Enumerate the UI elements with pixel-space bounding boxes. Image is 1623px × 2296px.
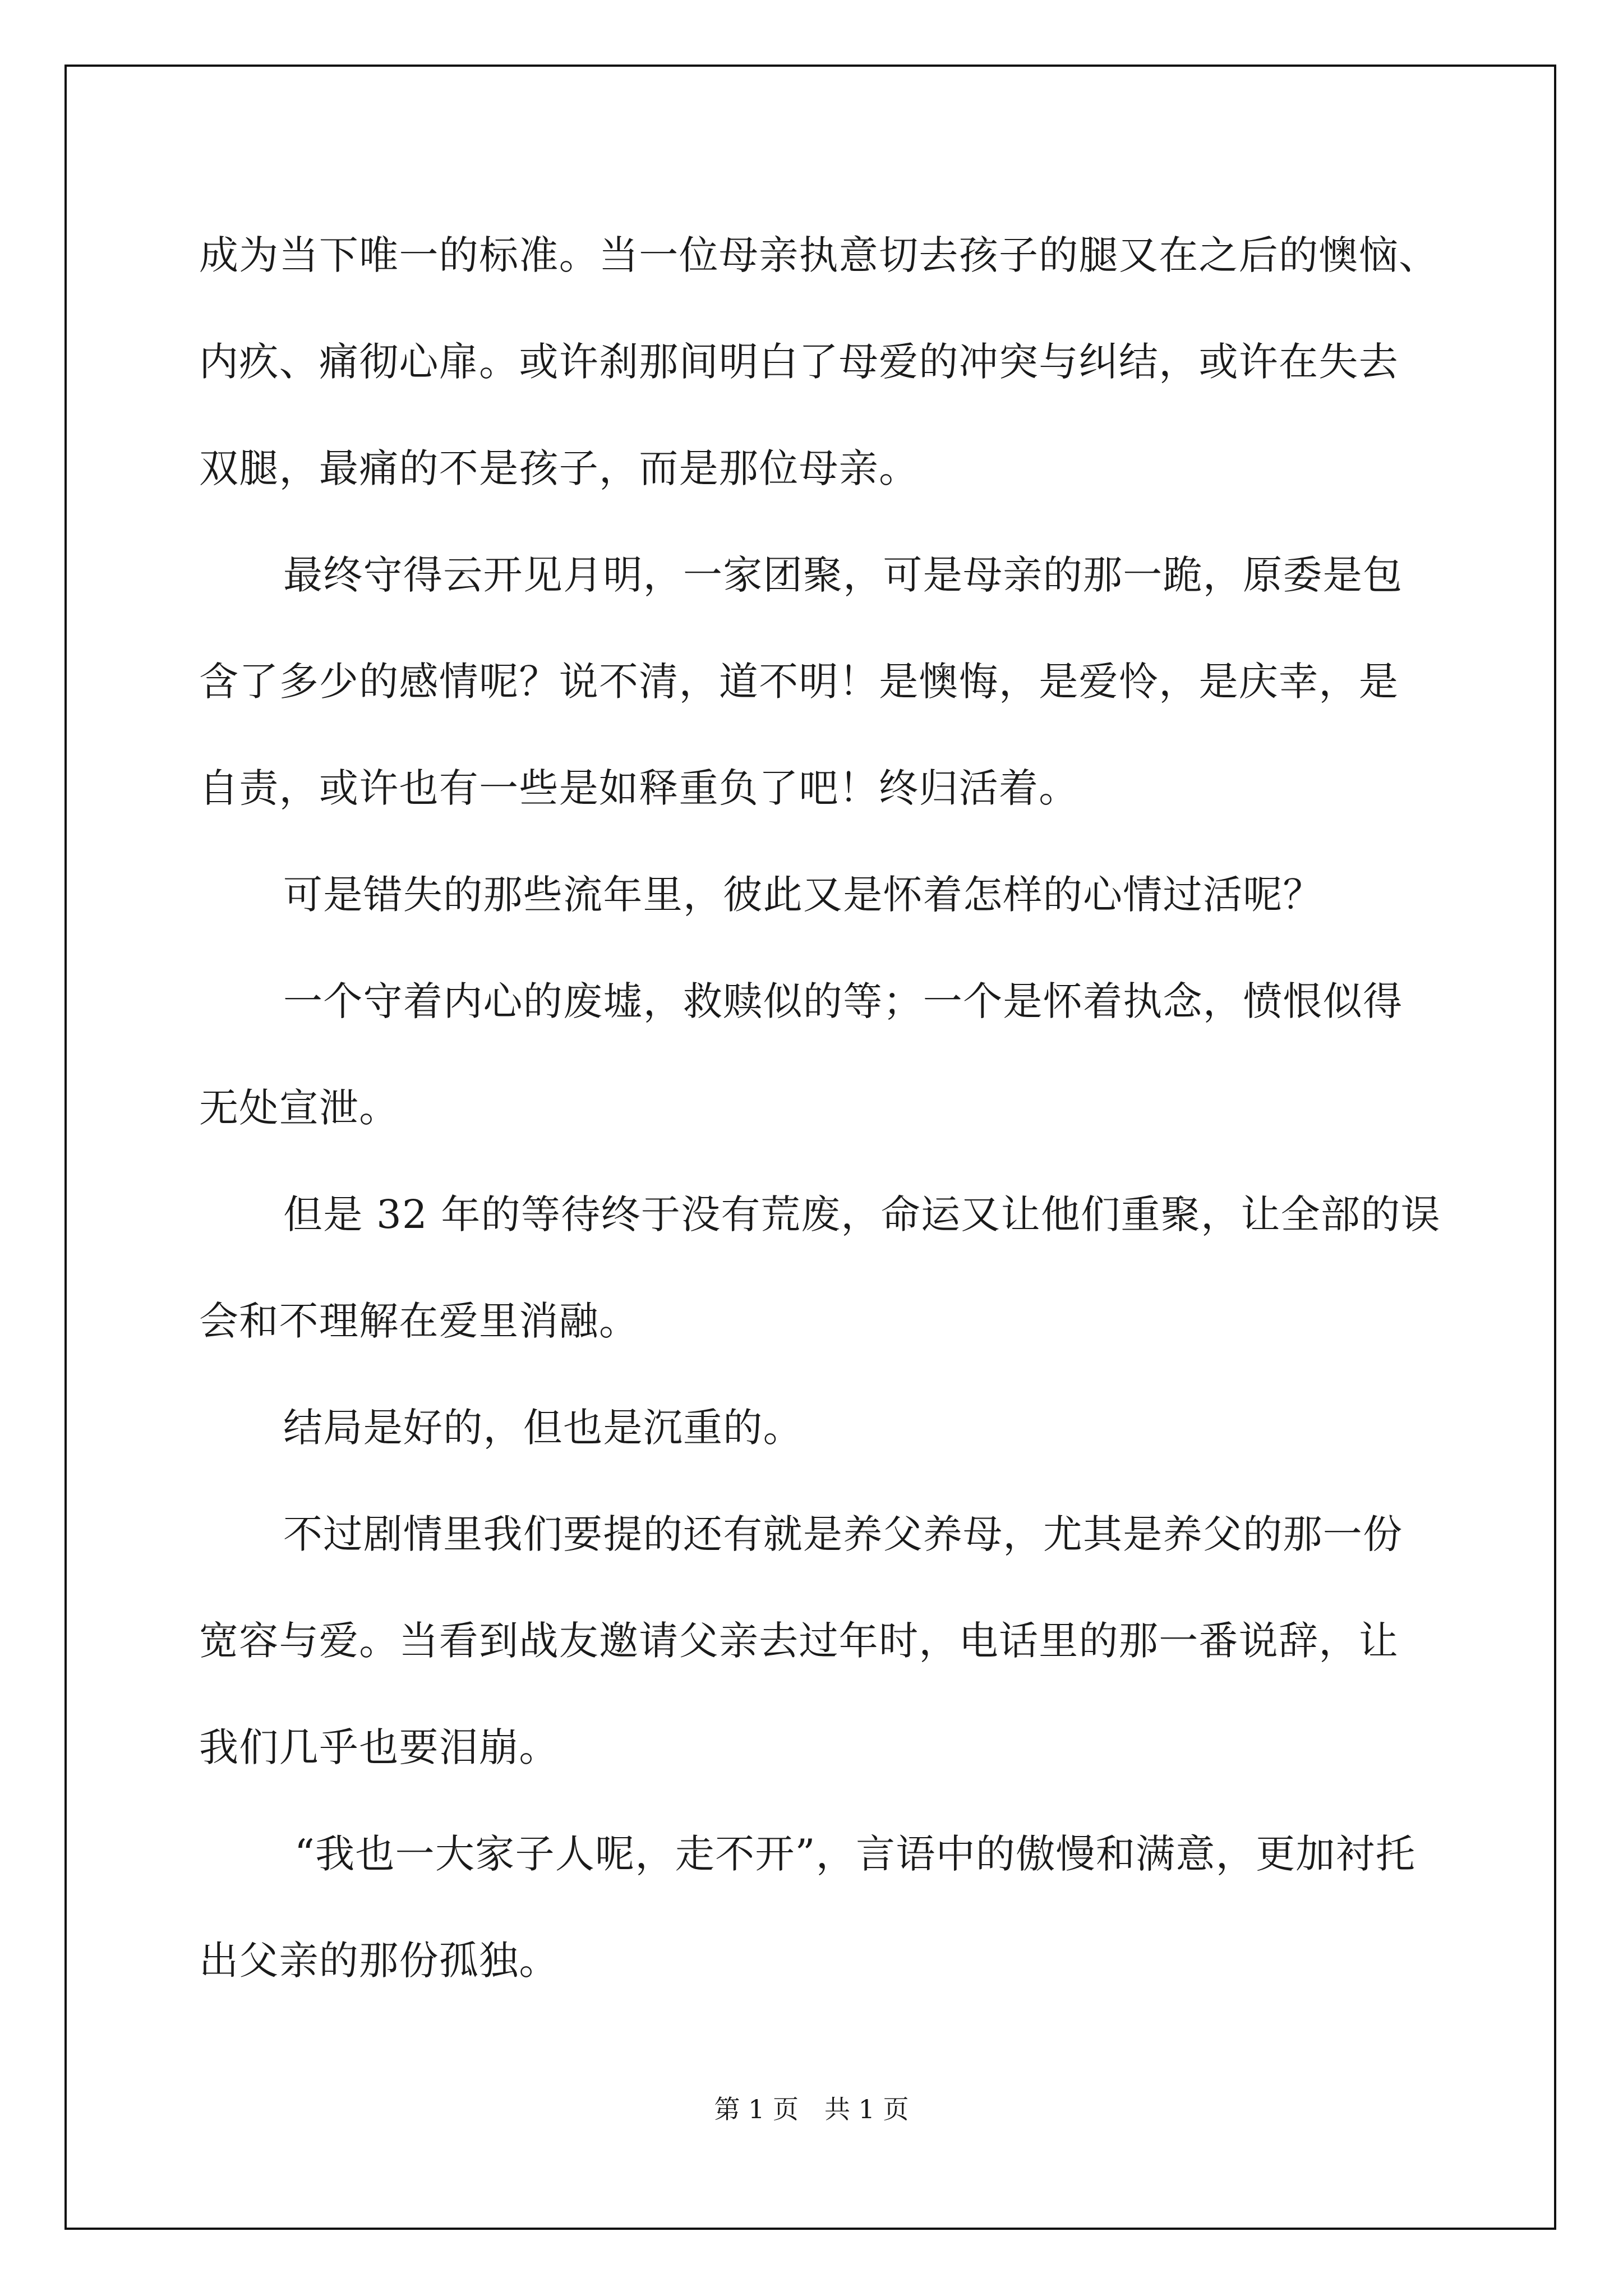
body-line: 自责，或许也有一些是如释重负了吧！终归活着。: [199, 765, 1079, 811]
body-line: 含了多少的感情呢？说不清，道不明！是懊悔，是爱怜，是庆幸，是: [199, 659, 1399, 705]
body-line: 出父亲的那份孤独。: [199, 1938, 559, 1984]
body-line: 双腿，最痛的不是孩子，而是那位母亲。: [199, 445, 919, 491]
body-line: 不过剧情里我们要提的还有就是养父养母，尤其是养父的那一份: [283, 1511, 1403, 1557]
body-line: 可是错失的那些流年里，彼此又是怀着怎样的心情过活呢？: [283, 872, 1323, 918]
body-line: 最终守得云开见月明，一家团聚，可是母亲的那一跪，原委是包: [283, 552, 1403, 598]
body-line: 一个守着内心的废墟，救赎似的等；一个是怀着执念，愤恨似得: [283, 978, 1403, 1024]
body-line: 但是 32 年的等待终于没有荒废，命运又让他们重聚，让全部的误: [283, 1191, 1441, 1237]
body-line: 我们几乎也要泪崩。: [199, 1724, 559, 1770]
page-number-footer: 第 1 页 共 1 页: [714, 2094, 909, 2124]
page-border: [64, 65, 1556, 2230]
body-line: 内疚、痛彻心扉。或许刹那间明白了母爱的冲突与纠结，或许在失去: [199, 339, 1399, 385]
body-line: 会和不理解在爱里消融。: [199, 1298, 639, 1344]
body-line: 无处宣泄。: [199, 1085, 399, 1131]
body-line: 结局是好的，但也是沉重的。: [283, 1405, 803, 1451]
body-line: 宽容与爱。当看到战友邀请父亲去过年时，电话里的那一番说辞，让: [199, 1618, 1399, 1664]
body-line: “我也一大家子人呢，走不开”，言语中的傲慢和满意，更加衬托: [294, 1831, 1416, 1877]
body-line: 成为当下唯一的标准。当一位母亲执意切去孩子的腿又在之后的懊恼、: [199, 232, 1439, 278]
